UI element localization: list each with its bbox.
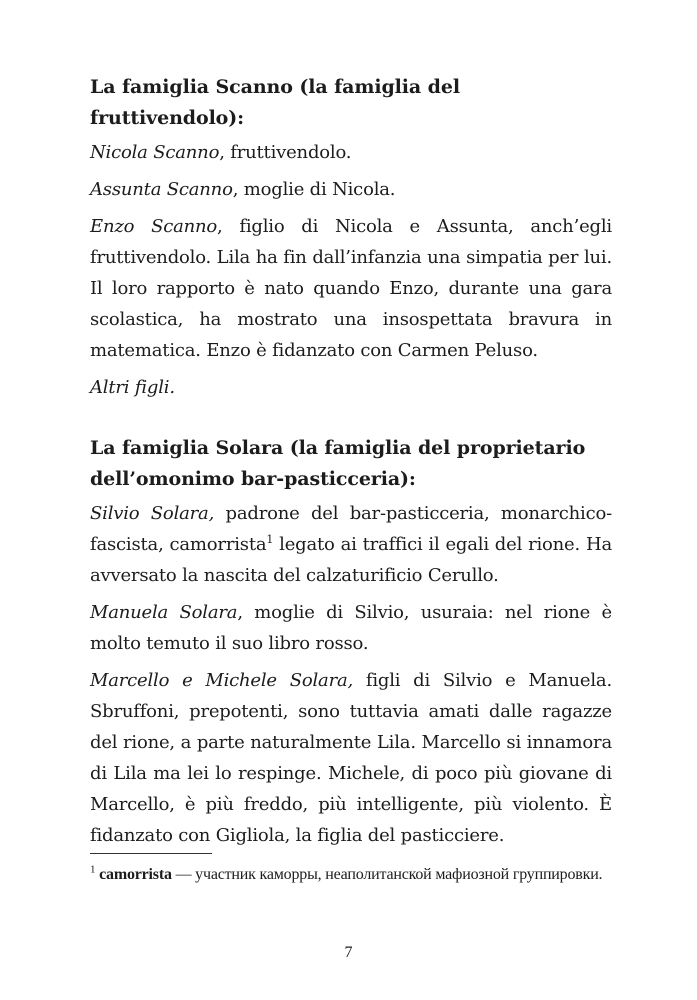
section-heading-solara: La famiglia Solara (la famiglia del proprietario dell’omonimo bar-pasticceria): [90,437,586,490]
character-description: , moglie di Nicola. [232,179,396,200]
character-name: Marcello e Michele Solara, [90,670,354,691]
character-name: Silvio Solara, [90,503,215,524]
character-name: Assunta Scanno [90,179,233,200]
character-description: , figlio di Nicola e Assunta, anch’egli fruttivendolo. Lila ha fin dall’infanzia una simpatia per lui. Il loro rapporto è nato quando Enzo, durante una gara scolastica, ha mostrato una insospettata bravura in matematica. Enzo è fidanzato con Carmen Peluso. [90,216,612,361]
entry-enzo-scanno [90,211,612,366]
character-description: , fruttivendolo. [219,142,352,163]
footnote [90,862,612,887]
entry-manuela-solara [90,597,612,659]
character-name: Nicola Scanno [90,142,220,163]
character-name: Enzo Scanno [90,216,218,237]
footnote-reference[interactable]: 1 [266,533,274,546]
footnote-divider [90,853,212,854]
page-number: 7 [344,944,353,961]
character-description: figli di Silvio e Manuela. Sbruffoni, prepotenti, sono tuttavia amati dalle ragazze del rione, a parte naturalmente Lila. Marcello si innamora di Lila ma lei lo respinge. Michele, di poco più giovane di Marcello, è più freddo, più intelligente, più violento. È fidanzato con Gigliola, la figlia del pasticciere. [90,670,612,846]
footnote-text: — участник каморры, неаполитанской мафиозной группировки. [171,866,603,883]
character-name: Manuela Solara [90,602,238,623]
footnote-term: camorrista [99,866,172,883]
entry-altri-figli [90,372,612,403]
character-description: padrone del bar-pasticceria, monarchico-fascista, camorrista [90,503,612,555]
character-description: , moglie di Silvio, usuraia: nel rione è molto temuto il suo libro rosso. [90,602,613,654]
entry-marcello-michele-solara [90,665,612,851]
entry-assunta-scanno [90,174,612,205]
page-body [90,72,612,857]
character-name: Altri figli. [90,377,175,398]
character-description-continued: legato ai traffici il egali del rione. Ha avversato la nascita del calzaturificio Cerullo. [90,534,612,586]
entry-nicola-scanno [90,137,612,168]
entry-silvio-solara [90,498,612,591]
footnote-marker: 1 [90,863,96,876]
section-heading-scanno: La famiglia Scanno (la famiglia del fruttivendolo): [90,76,460,129]
